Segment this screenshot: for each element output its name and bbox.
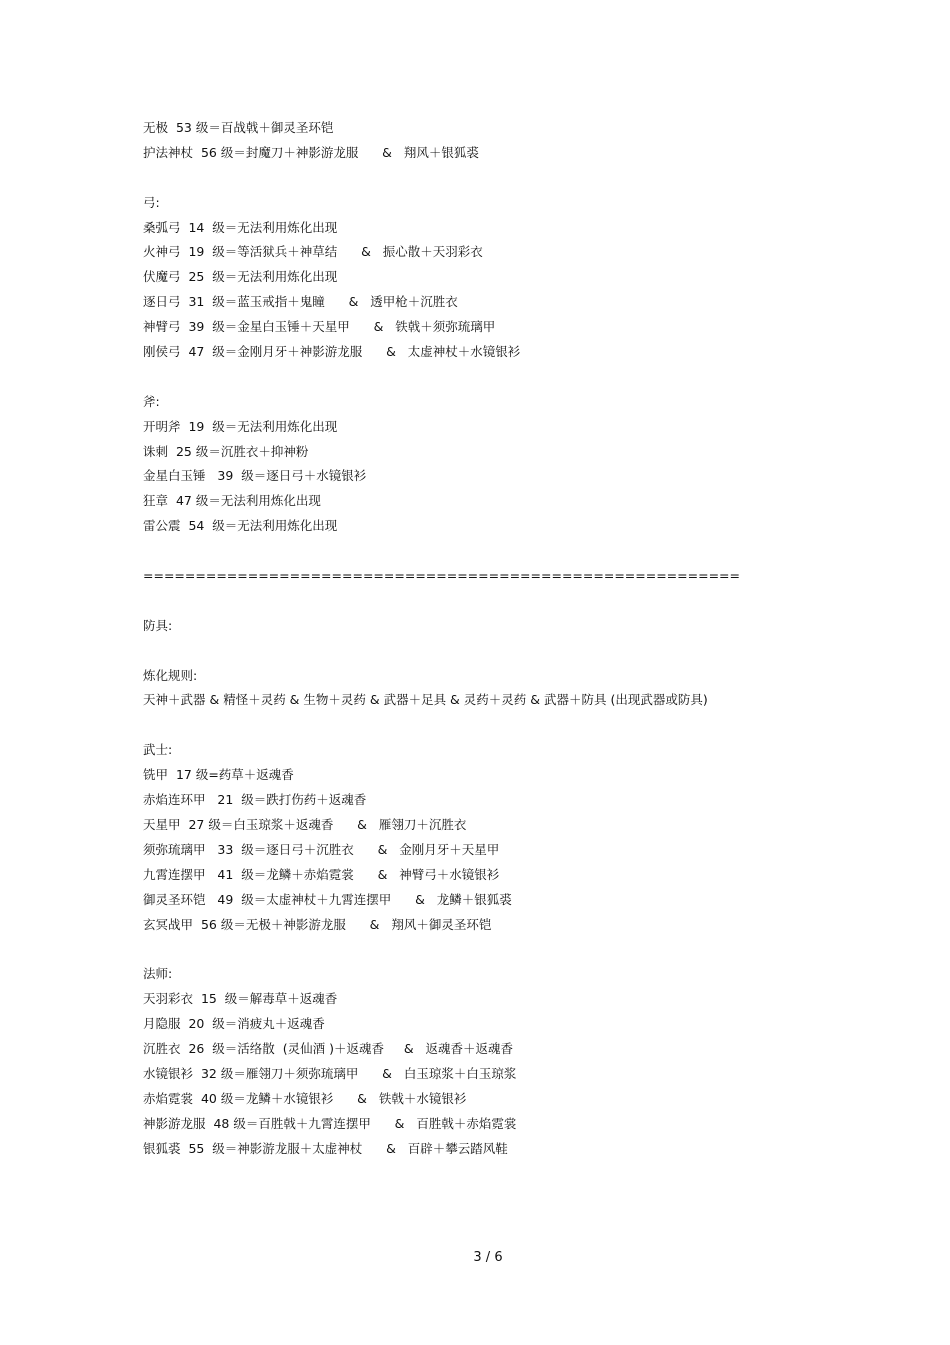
mage-item: 神影游龙服 48 级＝百胜戟＋九霄连摆甲 & 百胜戟＋赤焰霓裳	[143, 1115, 517, 1131]
bow-item: 桑弧弓 14 级＝无法利用炼化出现	[143, 219, 338, 235]
blank-line	[143, 539, 813, 564]
warrior-item: 赤焰连环甲 21 级＝跌打伤药＋返魂香	[143, 792, 367, 808]
warrior-item: 铣甲 17 级=药草＋返魂香	[143, 767, 294, 783]
blank-line	[143, 639, 813, 664]
axe-item: 开明斧 19 级＝无法利用炼化出现	[143, 418, 338, 434]
section-heading-axe: 斧:	[143, 393, 160, 409]
bow-item: 逐日弓 31 级＝蓝玉戒指＋鬼瞳 & 透甲枪＋沉胜衣	[143, 294, 458, 310]
blank-line	[143, 365, 813, 390]
weapon-line: 护法神杖 56 级＝封魔刀＋神影游龙服 & 翔风＋银狐裘	[143, 144, 479, 160]
blank-line	[143, 713, 813, 738]
blank-line	[143, 937, 813, 962]
rules-text: 天神＋武器 & 精怪＋灵药 & 生物＋灵药 & 武器＋足具 & 灵药＋灵药 & 武器＋防具 (出现武器或防具)	[143, 692, 708, 708]
axe-item: 雷公震 54 级＝无法利用炼化出现	[143, 518, 338, 534]
mage-item: 月隐服 20 级＝消疲丸＋返魂香	[143, 1016, 325, 1032]
warrior-item: 天星甲 27 级＝白玉琼浆＋返魂香 & 雁翎刀＋沉胜衣	[143, 816, 467, 832]
bow-item: 神臂弓 39 级＝金星白玉锤＋天星甲 & 铁戟＋须弥琉璃甲	[143, 319, 496, 335]
mage-item: 赤焰霓裳 40 级＝龙鳞＋水镜银衫 & 铁戟＋水镜银衫	[143, 1090, 467, 1106]
page-number: 3 / 6	[473, 1250, 503, 1265]
mage-item: 天羽彩衣 15 级＝解毒草＋返魂香	[143, 991, 338, 1007]
blank-line	[143, 166, 813, 191]
warrior-item: 御灵圣环铠 49 级＝太虚神杖＋九霄连摆甲 & 龙鳞＋银狐裘	[143, 891, 512, 907]
mage-item: 银狐裘 55 级＝神影游龙服＋太虚神杖 & 百辟＋攀云踏风鞋	[143, 1140, 508, 1156]
section-heading-mage: 法师:	[143, 966, 173, 982]
weapon-line: 无极 53 级＝百战戟＋御灵圣环铠	[143, 120, 334, 135]
section-heading-bow: 弓:	[143, 194, 160, 210]
section-heading-rules: 炼化规则:	[143, 667, 198, 683]
warrior-item: 九霄连摆甲 41 级＝龙鳞＋赤焰霓裳 & 神臂弓＋水镜银衫	[143, 866, 500, 882]
separator-line: =========================================================	[143, 568, 740, 584]
bow-item: 伏魔弓 25 级＝无法利用炼化出现	[143, 269, 338, 285]
mage-item: 水镜银衫 32 级＝雁翎刀＋须弥琉璃甲 & 白玉琼浆＋白玉琼浆	[143, 1065, 517, 1081]
mage-item: 沉胜衣 26 级＝活络散 (灵仙酒 )＋返魂香 & 返魂香＋返魂香	[143, 1040, 514, 1056]
bow-item: 火神弓 19 级＝等活狱兵＋神草结 & 振心散＋天羽彩衣	[143, 244, 483, 260]
section-heading-warrior: 武士:	[143, 742, 173, 758]
document-body	[143, 116, 813, 1161]
axe-item: 狂章 47 级＝无法利用炼化出现	[143, 493, 321, 509]
axe-item: 金星白玉锤 39 级＝逐日弓＋水镜银衫	[143, 468, 367, 484]
warrior-item: 须弥琉璃甲 33 级＝逐日弓＋沉胜衣 & 金刚月牙＋天星甲	[143, 841, 500, 857]
blank-line	[143, 589, 813, 614]
bow-item: 刚侯弓 47 级＝金刚月牙＋神影游龙服 & 太虚神杖＋水镜银衫	[143, 344, 521, 360]
axe-item: 诛刺 25 级＝沉胜衣＋抑神粉	[143, 443, 309, 459]
section-heading-armor: 防具:	[143, 617, 173, 633]
warrior-item: 玄冥战甲 56 级＝无极＋神影游龙服 & 翔风＋御灵圣环铠	[143, 916, 492, 932]
